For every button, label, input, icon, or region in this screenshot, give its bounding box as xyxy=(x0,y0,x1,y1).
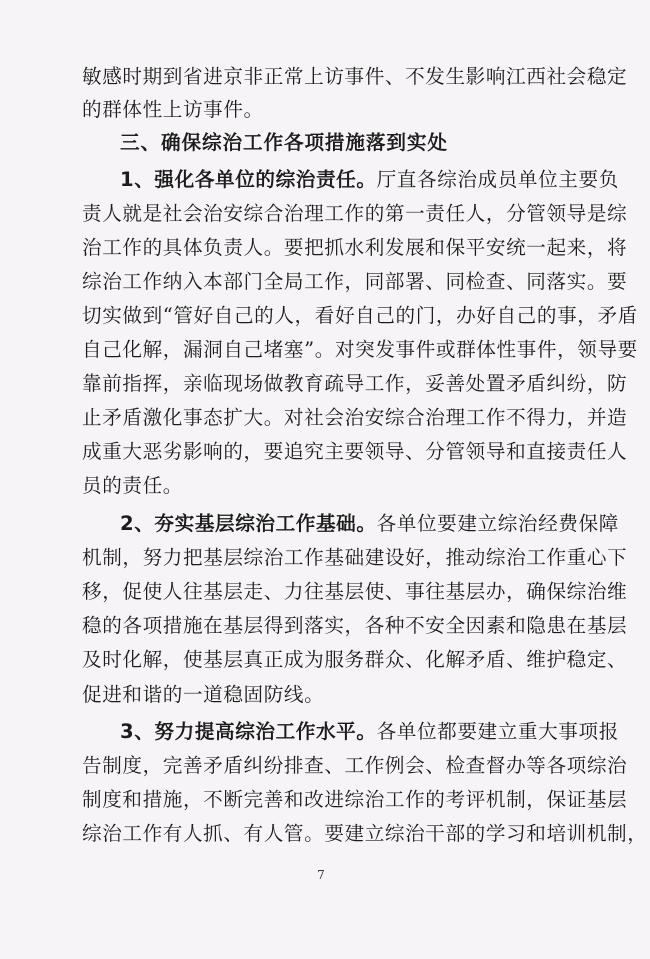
item-2-heading: 2、夯实基层综治工作基础。 xyxy=(120,512,377,535)
item-3-line: 告制度，完善矛盾纠纷排查、工作例会、检查督办等各项综治 xyxy=(82,754,628,777)
item-1-first-rest: 厅直各综治成员单位主要负 xyxy=(376,168,619,191)
item-1-heading: 1、强化各单位的综治责任。 xyxy=(120,168,377,191)
item-2-line: 促进和谐的一道稳固防线。 xyxy=(82,683,325,706)
item-2-line: 机制，努力把基层综治工作基础建设好，推动综治工作重心下 xyxy=(82,546,628,569)
item-1-line: 止矛盾激化事态扩大。对社会治安综合治理工作不得力，并造 xyxy=(82,406,628,429)
item-3-line: 综治工作有人抓、有人管。要建立综治干部的学习和培训机制， xyxy=(82,822,648,845)
item-1-line: 靠前指挥，亲临现场做教育疏导工作，妥善处置矛盾纠纷，防 xyxy=(82,372,628,395)
item-3-heading: 3、努力提高综治工作水平。 xyxy=(120,720,377,743)
item-3-first-line xyxy=(120,719,619,745)
item-1-line: 综治工作纳入本部门全局工作，同部署、同检查、同落实。要 xyxy=(82,270,628,293)
intro-line: 的群体性上访事件。 xyxy=(82,98,264,121)
item-2-line: 稳的各项措施在基层得到落实，各种不安全因素和隐患在基层 xyxy=(82,614,628,637)
item-1-line: 员的责任。 xyxy=(82,474,183,497)
item-1-line: 治工作的具体负责人。要把抓水利发展和保平安统一起来，将 xyxy=(82,236,628,259)
item-1-line: 责人就是社会治安综合治理工作的第一责任人，分管领导是综 xyxy=(82,202,628,225)
item-3-line: 制度和措施，不断完善和改进综治工作的考评机制，保证基层 xyxy=(82,788,628,811)
item-1-line: 自己化解，漏洞自己堵塞”。对突发事件或群体性事件，领导要 xyxy=(82,338,638,361)
item-1-line: 成重大恶劣影响的，要追究主要领导、分管领导和直接责任人 xyxy=(82,440,628,463)
section-heading: 三、确保综治工作各项措施落到实处 xyxy=(120,131,448,154)
item-2-first-rest: 各单位要建立综治经费保障 xyxy=(376,512,619,535)
page-number: 7 xyxy=(317,868,325,882)
intro-line: 敏感时期到省进京非正常上访事件、不发生影响江西社会稳定 xyxy=(82,65,628,88)
item-1-first-line xyxy=(120,167,619,193)
item-2-first-line xyxy=(120,511,619,537)
item-3-first-rest: 各单位都要建立重大事项报 xyxy=(376,720,619,743)
item-2-line: 移，促使人往基层走、力往基层使、事往基层办，确保综治维 xyxy=(82,580,628,603)
item-2-line: 及时化解，使基层真正成为服务群众、化解矛盾、维护稳定、 xyxy=(82,648,628,671)
item-1-line: 切实做到“管好自己的人，看好自己的门，办好自己的事，矛盾 xyxy=(82,304,638,327)
